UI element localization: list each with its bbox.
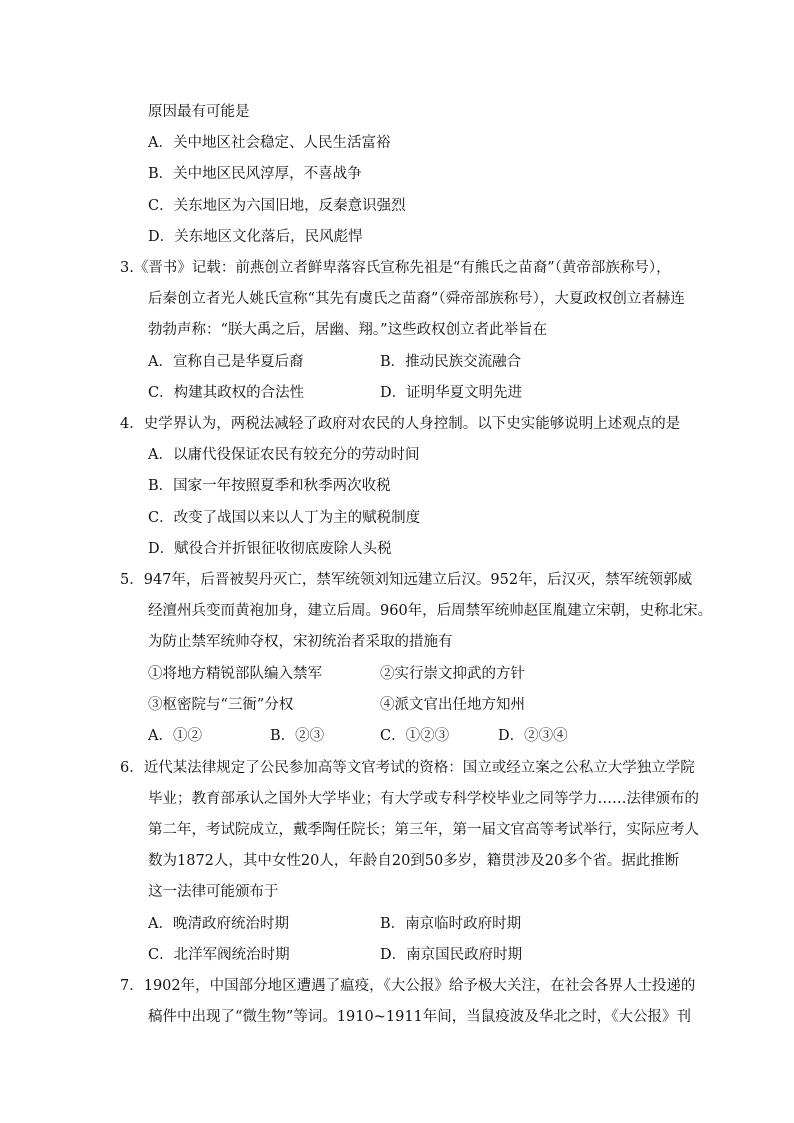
q7-stem-line-1: 7．1902年，中国部分地区遭遇了瘟疫，《大公报》给予极大关注，在社会各界人士投递的 bbox=[120, 978, 696, 994]
q6-stem-line-1: 6．近代某法律规定了公民参加高等文官考试的资格：国立或经立案之公私立大学独立学院 bbox=[120, 760, 695, 776]
q3-stem-line-3: 勃勃声称：“朕大禹之后，居幽、翔。”这些政权创立者此举旨在 bbox=[148, 322, 548, 338]
q4-option-a: A．以庸代役保证农民有较充分的劳动时间 bbox=[148, 447, 420, 463]
q3-option-c: C．构建其政权的合法性 bbox=[148, 385, 305, 401]
q7-stem-line-2: 稿件中出现了“微生物”等词。1910~1911年间，当鼠疫波及华北之时，《大公报》刊 bbox=[148, 1009, 692, 1025]
q4-option-c: C．改变了战国以来以人丁为主的赋税制度 bbox=[148, 510, 421, 526]
q6-option-c: C．北洋军阀统治时期 bbox=[148, 947, 290, 963]
q4-option-b: B．国家一年按照夏季和秋季两次收税 bbox=[148, 478, 391, 494]
q5-option-b: B．②③ bbox=[270, 728, 325, 744]
q5-item-3: ③枢密院与“三衙”分权 bbox=[148, 697, 294, 713]
q5-option-d: D．②③④ bbox=[498, 728, 568, 744]
q2-option-b: B．关中地区民风淳厚，不喜战争 bbox=[148, 166, 362, 182]
q4-stem-line-1: 4．史学界认为，两税法减轻了政府对农民的人身控制。以下史实能够说明上述观点的是 bbox=[120, 416, 681, 432]
q6-stem-line-5: 这一法律可能颁布于 bbox=[148, 884, 279, 900]
q5-item-2: ②实行崇文抑武的方针 bbox=[380, 666, 525, 682]
q5-stem-line-2: 经澶州兵变而黄袍加身，建立后周。960年，后周禁军统帅赵匡胤建立宋朝，史称北宋。 bbox=[148, 603, 713, 619]
q5-stem-line-1: 5．947年，后晋被契丹灭亡，禁军统领刘知远建立后汉。952年，后汉灭，禁军统领郭威 bbox=[120, 572, 693, 588]
q5-option-c: C．①②③ bbox=[380, 728, 450, 744]
q4-option-d: D．赋役合并折银征收彻底废除人头税 bbox=[148, 541, 392, 557]
q2-option-a: A．关中地区社会稳定、人民生活富裕 bbox=[148, 135, 391, 151]
q5-item-1: ①将地方精锐部队编入禁军 bbox=[148, 666, 322, 682]
q5-stem-line-3: 为防止禁军统帅夺权，宋初统治者采取的措施有 bbox=[148, 634, 453, 650]
q3-option-b: B．推动民族交流融合 bbox=[380, 354, 522, 370]
q6-option-d: D．南京国民政府时期 bbox=[380, 947, 523, 963]
q5-item-4: ④派文官出任地方知州 bbox=[380, 697, 525, 713]
q2-option-c: C．关东地区为六国旧地，反秦意识强烈 bbox=[148, 198, 406, 214]
q3-option-a: A．宣称自己是华夏后裔 bbox=[148, 354, 304, 370]
q6-stem-line-3: 第二年，考试院成立，戴季陶任院长；第三年，第一届文官高等考试举行，实际应考人 bbox=[148, 822, 699, 838]
q3-option-d: D．证明华夏文明先进 bbox=[380, 385, 523, 401]
q6-option-a: A．晚清政府统治时期 bbox=[148, 916, 289, 932]
q6-stem-line-4: 数为1872人，其中女性20人，年龄自20到50多岁，籍贯涉及20多个省。据此推断 bbox=[148, 853, 680, 869]
q5-option-a: A．①② bbox=[148, 728, 202, 744]
q6-option-b: B．南京临时政府时期 bbox=[380, 916, 522, 932]
q2-option-d: D．关东地区文化落后，民风彪悍 bbox=[148, 229, 363, 245]
q2-stem-tail: 原因最有可能是 bbox=[148, 104, 250, 120]
q3-stem-line-2: 后秦创立者光人姚氏宣称“其先有虞氏之苗裔”（舜帝部族称号），大夏政权创立者赫连 bbox=[148, 291, 685, 307]
q3-stem-line-1: 3.《晋书》记载：前燕创立者鲜卑落容氏宣称先祖是“有熊氏之苗裔”（黄帝部族称号）， bbox=[120, 260, 671, 276]
q6-stem-line-2: 毕业；教育部承认之国外大学毕业；有大学或专科学校毕业之同等学力……法律颁布的 bbox=[148, 791, 699, 807]
